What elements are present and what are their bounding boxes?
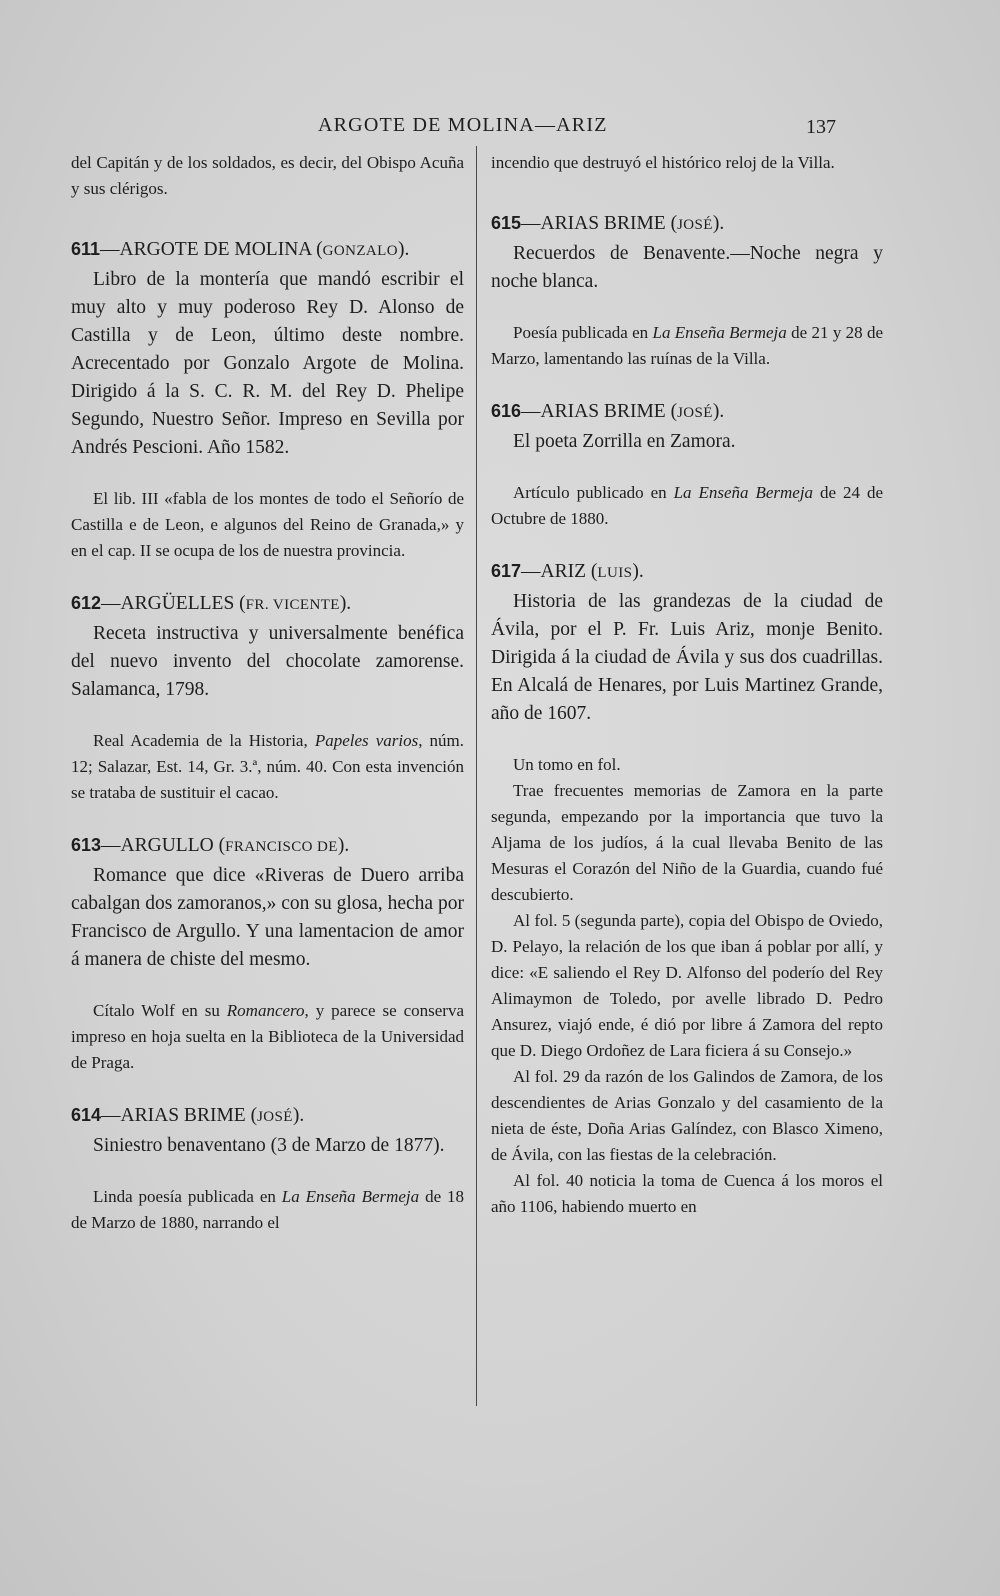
entry-title: El poeta Zorrilla en Zamora.: [513, 431, 736, 452]
entry-note: Al fol. 40 noticia la toma de Cuenca á los moros el año 1106, habiendo muerto en: [491, 1171, 883, 1216]
note-text: Cítalo Wolf en su: [93, 1001, 227, 1020]
left-column: [71, 150, 464, 1236]
note-text: Artículo publicado en: [513, 483, 674, 502]
entry-author-end: ).: [339, 593, 352, 614]
entry-author-given: JOSÉ: [257, 1109, 293, 1125]
entry-616: [491, 396, 883, 532]
entry-author-end: ).: [712, 213, 725, 234]
entry-note: [71, 728, 464, 806]
entry-title: Libro de la montería que mandó escribir el muy alto y muy poderoso Rey D. Alonso de Castilla y de Leon, último deste nombre. Acrecentado por Gonzalo Argote de Molina. Dirigido á la S. C. R. M. del Rey D. Phelipe Segundo, Nuestro Señor. Impreso en Sevilla por Andrés Pescioni. Año 1582.: [71, 269, 464, 458]
entry-author: —ARIAS BRIME (: [521, 213, 678, 234]
entry-614: [71, 1100, 464, 1236]
entry-number: 612: [71, 593, 102, 613]
entry-heading: [71, 830, 464, 862]
entry-note: [491, 480, 883, 532]
entry-author-given: JOSÉ: [677, 405, 713, 421]
note-italic-title: Papeles varios: [314, 731, 419, 750]
column-divider: [476, 146, 477, 1406]
entry-title: Recuerdos de Benavente.—Noche negra y noche blanca.: [491, 243, 883, 292]
continuation-text: incendio que destruyó el histórico reloj de la Villa.: [491, 153, 835, 172]
entry-author-end: ).: [632, 561, 644, 582]
entry-author: —ARGULLO (: [101, 835, 226, 856]
entry-author: —ARIAS BRIME (: [521, 401, 678, 422]
entry-author-given: JOSÉ: [677, 217, 713, 233]
right-column: [491, 150, 883, 1220]
entry-617: [491, 556, 883, 1220]
note-text: Linda poesía publicada en: [93, 1187, 282, 1206]
entry-author-given: LUIS: [597, 565, 633, 581]
entry-author-given: FR. VICENTE: [245, 597, 340, 613]
note-text: , y parece se conserva impreso en hoja suelta en la Biblioteca de la Universidad de Praga.: [71, 1001, 464, 1072]
entry-author-end: ).: [337, 835, 350, 856]
note-text: de 24 de Octubre de 1880.: [491, 483, 883, 528]
entry-612: [71, 588, 464, 806]
entry-615: [491, 208, 883, 372]
entry-note: Al fol. 29 da razón de los Galindos de Zamora, de los descendientes de Arias Gonzalo y del casamiento de la nieta de éste, Doña Arias Galíndez, con Blasco Ximeno, de Ávila, con las fiestas de la celebración.: [491, 1067, 883, 1164]
entry-number: 616: [491, 401, 522, 421]
entry-author-end: ).: [292, 1105, 305, 1126]
entry-note: Al fol. 5 (segunda parte), copia del Obispo de Oviedo, D. Pelayo, la relación de los que iban á poblar por allí, y dice: «E saliendo el Rey D. Alfonso del poderío del Rey Alimaymon de Toledo, por avelle librado D. Pedro Ansurez, viajó ende, é dió por libre á Zamora del repto que D. Diego Ordoñez de Lara ficiera á su Consejo.»: [491, 911, 883, 1060]
entry-title: Historia de las grandezas de la ciudad de Ávila, por el P. Fr. Luis Ariz, monje Benito. Dirigida á la ciudad de Ávila y sus dos cuadrillas. En Alcalá de Henares, por Luis Martinez Grande, año de 1607.: [491, 591, 883, 724]
entry-author-given: FRANCISCO DE: [225, 839, 338, 855]
note-text: de 21 y 28 de Marzo, lamentando las ruínas de la Villa.: [491, 323, 884, 368]
entry-title: Receta instructiva y universalmente benéfica del nuevo invento del chocolate zamorense. Salamanca, 1798.: [71, 623, 464, 700]
continuation-text: del Capitán y de los soldados, es decir, del Obispo Acuña y sus clérigos.: [71, 153, 464, 198]
note-text: de 18 de Marzo de 1880, narrando el: [71, 1187, 465, 1232]
entry-note: Trae frecuentes memorias de Zamora en la parte segunda, empezando por la importancia que tuvo la Aljama de los judíos, á la cual llevaba Benito de las Mesuras el Corazón del Niño de la Guardia, cuando fué descubierto.: [491, 781, 883, 904]
note-italic-title: La Enseña Bermeja: [673, 483, 814, 502]
entry-author: —ARIZ (: [521, 561, 598, 582]
note-text: , núm. 12; Salazar, Est. 14, Gr. 3.ª, núm. 40. Con esta invención se trataba de sustituir el cacao.: [71, 731, 464, 802]
entry-heading: [491, 208, 883, 240]
entry-heading: [71, 1100, 464, 1132]
entry-author-end: ).: [397, 239, 410, 260]
entry-611: [71, 234, 464, 564]
entry-author: —ARGOTE DE MOLINA (: [100, 239, 323, 260]
note-text: Real Academia de la Historia,: [93, 731, 315, 750]
running-title: ARGOTE DE MOLINA—ARIZ: [318, 114, 608, 136]
entry-author: —ARGÜELLES (: [101, 593, 246, 614]
note-italic-title: La Enseña Bermeja: [281, 1187, 420, 1206]
page-number: 137: [806, 116, 836, 138]
note-italic-title: La Enseña Bermeja: [652, 323, 787, 342]
note-italic-title: Romancero: [226, 1001, 305, 1020]
entry-note: [491, 320, 883, 372]
entry-number: 617: [491, 561, 522, 581]
entry-heading: [491, 396, 883, 428]
entry-note: Un tomo en fol.: [513, 755, 621, 774]
entry-author: —ARIAS BRIME (: [101, 1105, 258, 1126]
running-header: [0, 110, 1000, 142]
entry-number: 611: [71, 239, 101, 259]
entry-number: 614: [71, 1105, 102, 1125]
entry-title: Romance que dice «Riveras de Duero arriba cabalgan dos zamoranos,» con su glosa, hecha por Francisco de Argullo. Y una lamentacion de amor á manera de chiste del mesmo.: [71, 865, 464, 970]
entry-613: [71, 830, 464, 1076]
entry-author-end: ).: [712, 401, 725, 422]
entry-heading: [491, 556, 883, 588]
entry-number: 615: [491, 213, 522, 233]
note-text: Poesía publicada en: [513, 323, 653, 342]
entry-heading: [71, 588, 464, 620]
entry-note: [71, 998, 464, 1076]
entry-note: El lib. III «fabla de los montes de todo el Señorío de Castilla e de Leon, e algunos del Reino de Granada,» y en el cap. II se ocupa de los de nuestra provincia.: [71, 489, 464, 560]
entry-heading: [71, 234, 464, 266]
entry-number: 613: [71, 835, 102, 855]
entry-author-given: GONZALO: [322, 243, 398, 259]
entry-title: Siniestro benaventano (3 de Marzo de 1877).: [93, 1135, 445, 1156]
entry-note: [71, 1184, 464, 1236]
